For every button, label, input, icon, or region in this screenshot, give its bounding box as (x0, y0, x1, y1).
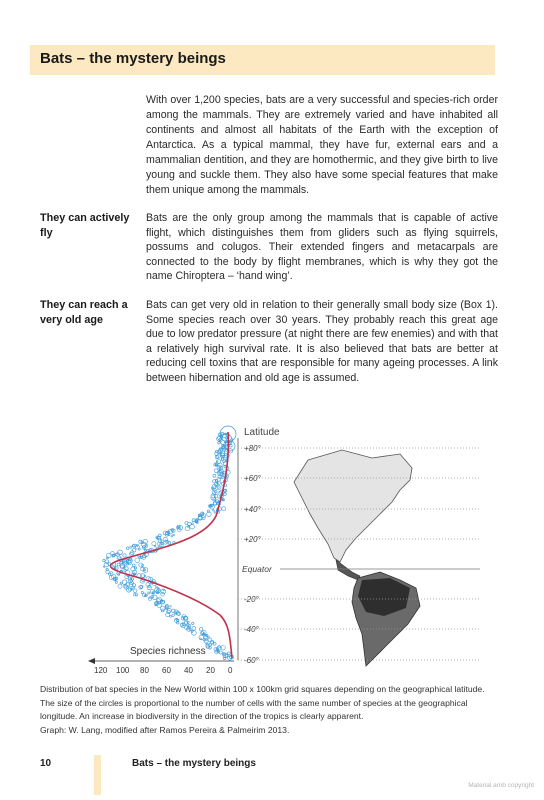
scatter-point (192, 622, 194, 624)
scatter-point (133, 564, 136, 567)
section-body-flight: Bats are the only group among the mammals that is capable of active flight, which distinguishes them from gliders such as flying squirrels, possums and colugos. Their extended fingers and metacarpals are connected to the body by flight membranes, which is why they got the name Chiroptera – ‘hand wing’. (146, 212, 498, 283)
richness-tick-120: 120 (94, 666, 108, 675)
svg-text:-60°: -60° (244, 656, 259, 665)
caption-text: Distribution of bat species in the New World within 100 x 100km grid squares depending on the geographical latitude. The size of the circles is proportional to the number of cells with the same number of species at the geographical longitude. An increase in biodiversity in the direction of the tropics is clearly apparent. (40, 684, 485, 722)
equator-tick (242, 564, 480, 574)
latitude-tick-20 (238, 535, 480, 544)
scatter-point (214, 512, 216, 514)
scatter-point (217, 461, 219, 463)
scatter-point (103, 566, 105, 568)
scatter-point (214, 469, 218, 473)
scatter-point (223, 657, 226, 660)
svg-text:+80°: +80° (244, 444, 261, 453)
caption-credit: Graph: W. Lang, modified after Ramos Pereira & Palmeirim 2013. (40, 724, 290, 735)
scatter-point (219, 651, 222, 654)
scatter-point (124, 585, 128, 589)
scatter-point (222, 507, 226, 511)
richness-tick-80: 80 (140, 666, 149, 675)
scatter-point (123, 554, 126, 557)
scatter-point (171, 536, 173, 538)
scatter-point (115, 581, 117, 583)
figure-caption (40, 683, 500, 737)
richness-tick-40: 40 (184, 666, 193, 675)
scatter-point (117, 563, 120, 566)
map-americas (294, 450, 420, 666)
scatter-point (158, 539, 162, 543)
scatter-point (190, 524, 195, 529)
svg-text:-20°: -20° (244, 595, 259, 604)
scatter-point (224, 493, 227, 496)
richness-tick-20: 20 (206, 666, 215, 675)
scatter-point (170, 615, 172, 617)
intro-paragraph: With over 1,200 species, bats are a very successful and species-rich order among the mammals. They are extremely varied and have inhabited all continents and almost all habitats of the Earth with the exception of Antarctica. As a typical mammal, they have fur, external ears and a mammalian dentition, and they are homothermic, and they give birth to live young and suckle them. They also have some special features that make them unique among the mammals. (146, 94, 498, 196)
scatter-point (167, 610, 171, 614)
scatter-point (161, 589, 166, 594)
scatter-point (109, 573, 111, 575)
scatter-point (152, 595, 157, 600)
richness-tick-0: 0 (228, 666, 233, 675)
page-number: 10 (40, 758, 52, 769)
scatter-point (215, 455, 218, 458)
svg-text:-40°: -40° (244, 625, 259, 634)
scatter-point (133, 549, 136, 552)
scatter-point (173, 534, 175, 536)
scatter-point (148, 592, 150, 594)
latitude-tick-80 (238, 444, 480, 453)
scatter-point (133, 589, 137, 593)
scatter-point (142, 564, 144, 566)
svg-text:+60°: +60° (244, 474, 261, 483)
scatter-point (212, 509, 214, 511)
scatter-point (154, 545, 156, 547)
watermark: Material amb copyright (468, 782, 534, 789)
scatter-point (168, 542, 171, 545)
scatter-point (139, 586, 143, 590)
species-scatter (103, 426, 236, 660)
scatter-point (161, 592, 165, 596)
page-title: Bats – the mystery beings (40, 50, 226, 67)
richness-tick-100: 100 (116, 666, 130, 675)
svg-text:+20°: +20° (244, 535, 261, 544)
scatter-point (224, 465, 226, 467)
richness-axis-label: Species richness (130, 646, 206, 657)
scatter-point (192, 626, 196, 630)
richness-axis-arrow (88, 658, 95, 664)
scatter-point (218, 442, 220, 444)
latitude-axis-label: Latitude (244, 427, 280, 438)
north-america-shape (294, 450, 412, 562)
scatter-point (135, 558, 140, 563)
scatter-point (122, 580, 127, 585)
figure-svg (80, 420, 500, 675)
scatter-point (170, 606, 172, 608)
scatter-point (118, 550, 123, 555)
scatter-point (126, 547, 129, 550)
latitude-tick-minus-60 (238, 656, 480, 665)
scatter-point (213, 474, 216, 477)
scatter-point (138, 548, 140, 550)
scatter-point (155, 551, 157, 553)
scatter-point (118, 584, 122, 588)
scatter-point (192, 631, 197, 636)
richness-tick-60: 60 (162, 666, 171, 675)
footer-title: Bats – the mystery beings (132, 758, 256, 769)
svg-text:+40°: +40° (244, 505, 261, 514)
section-heading-age: They can reach a very old age (40, 299, 128, 326)
scatter-point (129, 552, 133, 556)
scatter-point (120, 582, 122, 584)
scatter-point (133, 587, 135, 589)
trend-curve (110, 432, 232, 658)
scatter-point (213, 642, 216, 645)
scatter-point (130, 546, 132, 548)
footer-bar (94, 755, 101, 795)
scatter-point (222, 476, 224, 478)
section-heading-flight: They can actively fly (40, 212, 130, 239)
svg-text:Equator: Equator (242, 564, 272, 574)
scatter-point (227, 652, 230, 655)
species-richness-figure (80, 420, 500, 675)
scatter-point (172, 614, 174, 616)
central-america-shape (336, 560, 360, 580)
scatter-point (139, 540, 142, 543)
scatter-point (208, 636, 210, 638)
scatter-point (161, 540, 163, 542)
section-body-age: Bats can get very old in relation to their generally small body size (Box 1). Some species reach over 30 years. They probably reach this great age due to low predator pressure (at night there are few enemies) and with that a relatively high survival rate. It is also believed that bats are better at reducing cell toxins that are responsible for many ageing processes. A link between hibernation and old age is assumed. (146, 299, 498, 384)
